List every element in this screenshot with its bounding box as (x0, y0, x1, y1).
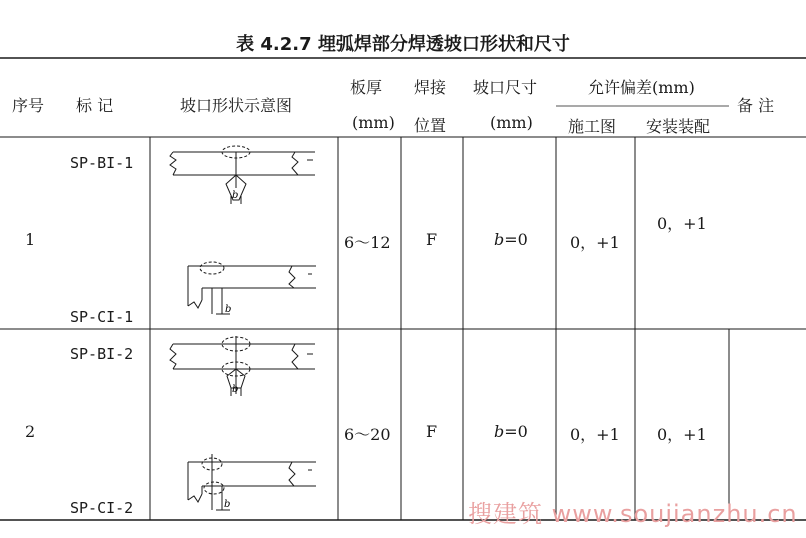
row1-mark-top: SP-BI-1 (70, 154, 134, 172)
row2-thickness: 6～20 (344, 425, 391, 444)
table-title: 表 4.2.7 埋弧焊部分焊透坡口形状和尺寸 (236, 34, 570, 55)
row1-groove-eq: =0 (504, 230, 528, 249)
row2-groove-var: b (494, 422, 505, 441)
row2-groove-eq: =0 (504, 422, 528, 441)
row1-tol-assembly: 0，+1 (657, 214, 707, 233)
row2-tol-assembly: 0，+1 (657, 425, 707, 444)
header-position: 焊接 (414, 78, 447, 97)
row2-mark-bottom: SP-CI-2 (70, 499, 134, 517)
header-mark: 标 记 (76, 96, 114, 115)
header-remark: 备 注 (737, 96, 775, 115)
row1-corner-gap-label: b (225, 304, 232, 315)
row2-seq: 2 (25, 422, 36, 441)
row1-groove-var: b (494, 230, 505, 249)
row2-mark-top: SP-BI-2 (70, 345, 134, 363)
header-groove: 坡口尺寸 (473, 78, 538, 97)
header-tol-construction: 施工图 (568, 117, 617, 136)
header-thickness-unit: (mm) (352, 113, 395, 132)
row1-butt-joint-sketch (165, 140, 325, 205)
row2-groove (494, 422, 528, 441)
header-sketch: 坡口形状示意图 (180, 96, 293, 115)
header-tol-assembly: 安装装配 (646, 117, 711, 136)
row1-mark-bottom: SP-CI-1 (70, 308, 134, 326)
header-seq: 序号 (12, 96, 45, 115)
header-groove-unit: (mm) (490, 113, 533, 132)
header-thickness: 板厚 (350, 78, 383, 97)
row1-position: F (426, 230, 438, 249)
row2-tol-construction: 0，+1 (570, 425, 620, 444)
row2-corner-joint-sketch (180, 452, 325, 516)
row2-butt-gap-label: b (232, 384, 239, 395)
row1-butt-gap-label: b (232, 190, 239, 201)
row1-tol-construction: 0，+1 (570, 233, 620, 252)
row2-corner-gap-label: b (224, 499, 231, 510)
header-position-2: 位置 (414, 116, 447, 135)
watermark: 搜建筑 www.soujianzhu.cn (468, 500, 798, 528)
row1-corner-joint-sketch (180, 256, 325, 321)
row2-butt-joint-sketch (165, 332, 325, 400)
header-tolerance: 允许偏差(mm) (588, 78, 695, 97)
row1-seq: 1 (25, 230, 36, 249)
row2-position: F (426, 422, 438, 441)
row1-thickness: 6～12 (344, 233, 391, 252)
row1-groove (494, 230, 528, 249)
